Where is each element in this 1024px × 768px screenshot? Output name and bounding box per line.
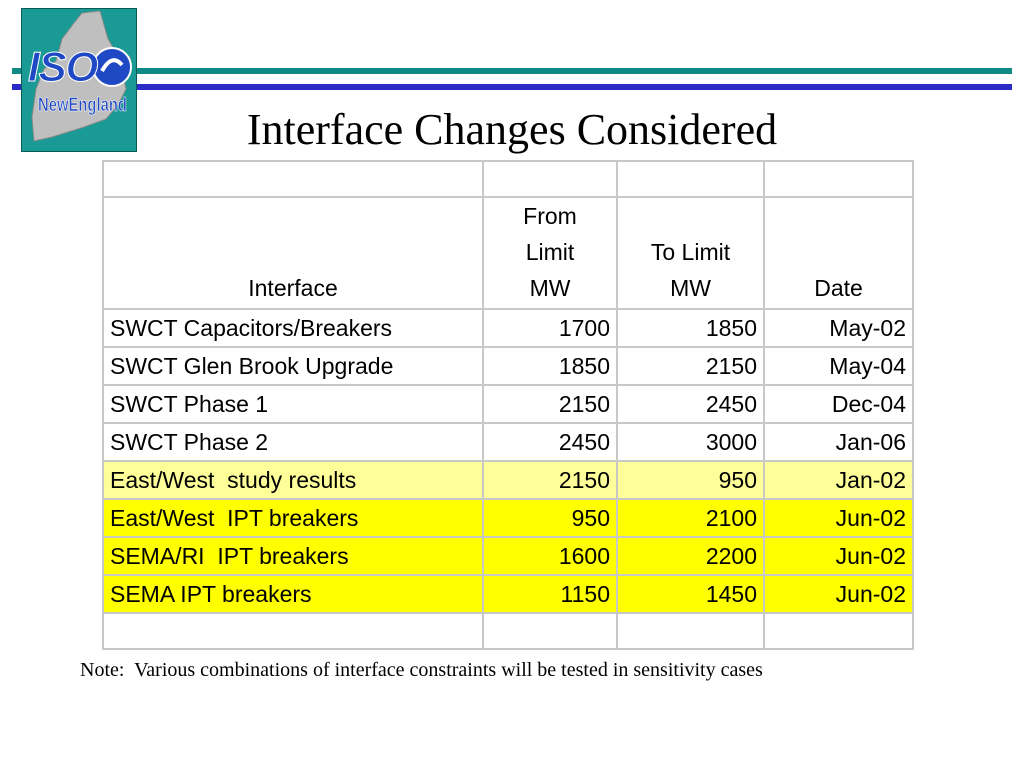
row-interface: SWCT Glen Brook Upgrade [103,347,483,385]
row-from: 2450 [483,423,617,461]
interface-changes-table [102,160,914,650]
table-row [103,385,913,423]
row-from: 2150 [483,385,617,423]
row-to: 2150 [617,347,764,385]
header-bar-teal [12,68,1012,74]
header-date: Date [764,197,913,309]
table-row-highlighted [103,575,913,613]
row-interface: SWCT Phase 2 [103,423,483,461]
header-interface: Interface [103,197,483,309]
row-date: Jun-02 [764,499,913,537]
row-from: 1600 [483,537,617,575]
row-date: Jun-02 [764,575,913,613]
row-to: 950 [617,461,764,499]
table-blank-row-bottom [103,613,913,649]
table-row-highlighted [103,499,913,537]
row-interface: SEMA IPT breakers [103,575,483,613]
row-from: 2150 [483,461,617,499]
row-interface: SEMA/RI IPT breakers [103,537,483,575]
row-date: May-04 [764,347,913,385]
row-date: Jun-02 [764,537,913,575]
row-interface: East/West IPT breakers [103,499,483,537]
row-interface: East/West study results [103,461,483,499]
header-to-limit: To Limit MW [617,197,764,309]
row-to: 2450 [617,385,764,423]
row-from: 1850 [483,347,617,385]
row-to: 1850 [617,309,764,347]
logo-newengland-text: NewEngland [38,95,127,116]
row-date: May-02 [764,309,913,347]
header-from-limit: From Limit MW [483,197,617,309]
row-to: 3000 [617,423,764,461]
table-row-highlighted-light [103,461,913,499]
table-row [103,423,913,461]
row-from: 950 [483,499,617,537]
page-title: Interface Changes Considered [246,105,778,154]
row-from: 1700 [483,309,617,347]
row-interface: SWCT Capacitors/Breakers [103,309,483,347]
row-from: 1150 [483,575,617,613]
table-row [103,347,913,385]
table-blank-row-top [103,161,913,197]
row-date: Jan-06 [764,423,913,461]
logo-iso-text: ISO [28,43,98,90]
row-to: 1450 [617,575,764,613]
table-row-highlighted [103,537,913,575]
footnote: Note: Various combinations of interface constraints will be tested in sensitivity cases [80,659,763,681]
row-to: 2100 [617,499,764,537]
table-row [103,309,913,347]
row-date: Dec-04 [764,385,913,423]
row-date: Jan-02 [764,461,913,499]
header-bar-blue [12,84,1012,90]
row-to: 2200 [617,537,764,575]
table-header-row [103,197,913,309]
row-interface: SWCT Phase 1 [103,385,483,423]
